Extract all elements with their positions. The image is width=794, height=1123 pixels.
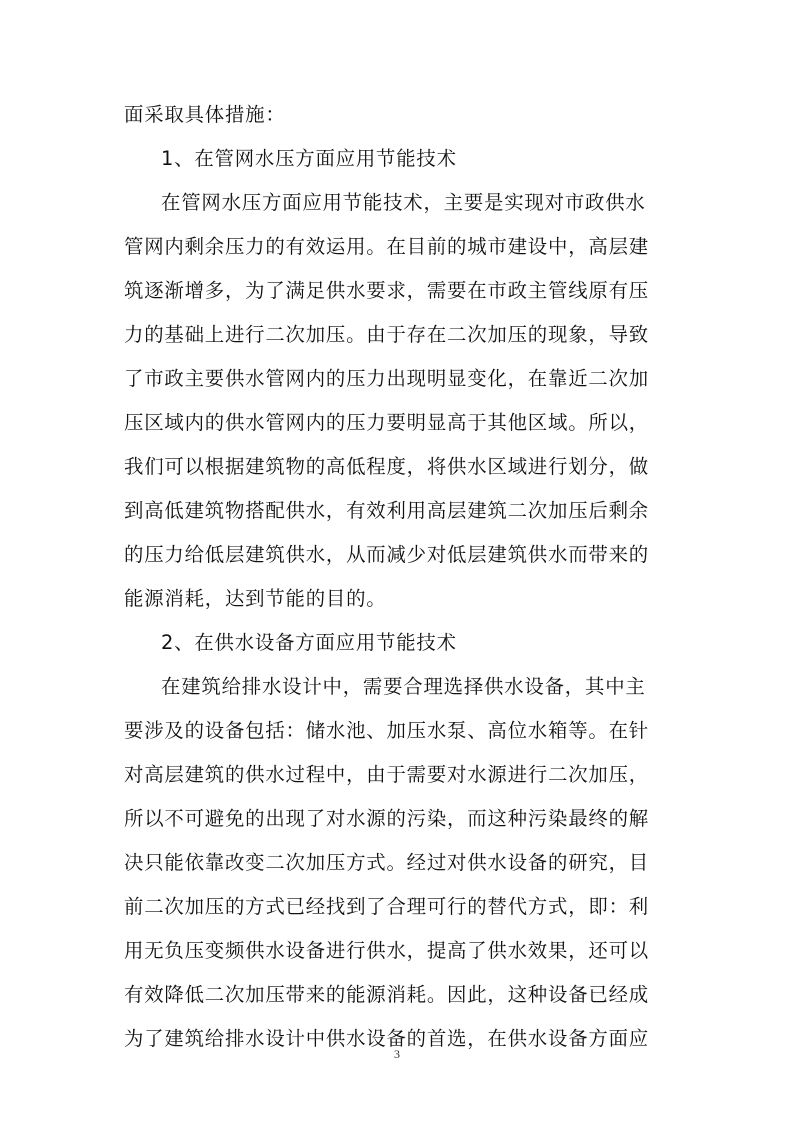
section-heading-2: 2、在供水设备方面应用节能技术	[161, 631, 457, 654]
body-text-line: 了市政主要供水管网内的压力出现明显变化，在靠近二次加	[124, 367, 649, 390]
body-text-line: 对高层建筑的供水过程中，由于需要对水源进行二次加压，	[124, 763, 649, 786]
body-text-line: 筑逐渐增多，为了满足供水要求，需要在市政主管线原有压	[124, 279, 649, 302]
body-text-line: 管网内剩余压力的有效运用。在目前的城市建设中，高层建	[124, 235, 649, 258]
body-text-line: 的压力给低层建筑供水，从而减少对低层建筑供水而带来的	[124, 543, 649, 566]
body-text-line: 有效降低二次加压带来的能源消耗。因此，这种设备已经成	[124, 983, 649, 1006]
body-text-line: 前二次加压的方式已经找到了合理可行的替代方式，即：利	[124, 895, 649, 918]
body-text-line: 力的基础上进行二次加压。由于存在二次加压的现象，导致	[124, 323, 649, 346]
body-text-line: 所以不可避免的出现了对水源的污染，而这种污染最终的解	[124, 807, 649, 830]
body-text-line: 在管网水压方面应用节能技术，主要是实现对市政供水	[161, 191, 646, 214]
page-number: 3	[394, 1047, 400, 1061]
section-heading-1: 1、在管网水压方面应用节能技术	[161, 147, 457, 170]
paragraph-continuation-line: 面采取具体措施：	[124, 103, 286, 126]
body-text-line: 决只能依靠改变二次加压方式。经过对供水设备的研究，目	[124, 851, 649, 874]
body-text-line: 要涉及的设备包括：储水池、加压水泵、高位水箱等。在针	[124, 719, 649, 742]
body-text-line: 压区域内的供水管网内的压力要明显高于其他区域。所以，	[124, 411, 649, 434]
body-text-line: 我们可以根据建筑物的高低程度，将供水区域进行划分，做	[124, 455, 649, 478]
body-text-line: 到高低建筑物搭配供水，有效利用高层建筑二次加压后剩余	[124, 499, 649, 522]
body-text-line: 能源消耗，达到节能的目的。	[124, 587, 387, 610]
body-text-line: 为了建筑给排水设计中供水设备的首选，在供水设备方面应	[124, 1027, 649, 1050]
body-text-line: 用无负压变频供水设备进行供水，提高了供水效果，还可以	[124, 939, 649, 962]
body-text-line: 在建筑给排水设计中，需要合理选择供水设备，其中主	[161, 675, 646, 698]
